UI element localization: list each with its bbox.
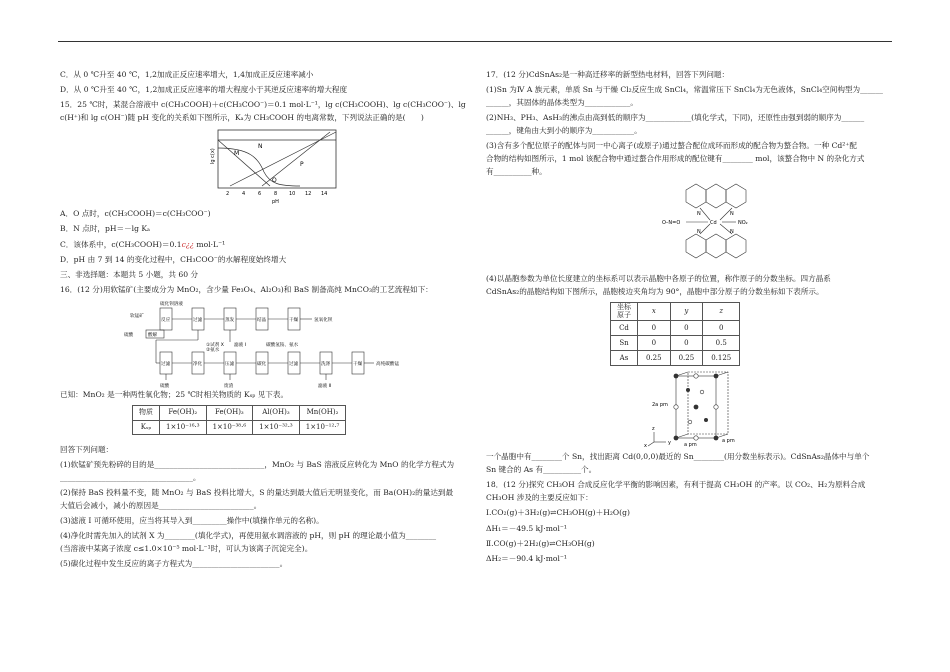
xtick-8: 8	[274, 191, 278, 198]
enthalpy-2: ΔH₂＝－90.4 kJ·mol⁻¹	[486, 553, 567, 563]
q15-ylabel: lg c(x)	[210, 148, 216, 165]
flow-out3: 滤液 II	[318, 384, 332, 390]
axis-x: x	[644, 443, 647, 449]
reaction-1: Ⅰ.CO₂(g)＋3H₂(g)⇌CH₃OH(g)＋H₂O(g)	[486, 508, 630, 518]
q17-2a: (2)NH₃、PH₃、AsH₃的沸点由高到低的顺序为____________(填化学式，下同)，还原性由强到弱的顺序为______	[486, 113, 865, 123]
q15-xlabel: pH	[272, 199, 279, 206]
coord-h-z: z	[703, 303, 740, 321]
coord-row-cd	[611, 321, 740, 336]
flow-press: 压滤	[225, 362, 235, 368]
q15-c-symbol: c¿¿	[181, 239, 194, 249]
q17-2b: ______，键角由大到小的顺序为___________。	[486, 126, 642, 136]
flow-purify: 净化	[193, 362, 203, 368]
right-column	[486, 70, 896, 569]
q16-3: (3)滤液 I 可循环使用，应当将其导入到_________操作中(填操作单元的名称)。	[60, 515, 324, 525]
axis-z: z	[652, 426, 655, 433]
xtick-6: 6	[258, 191, 262, 198]
coord-z: 0.125	[703, 351, 740, 366]
ksp-table	[132, 405, 346, 434]
q17-3c: 有__________种。	[486, 166, 547, 176]
coord-y: 0	[670, 336, 703, 351]
flow-evap: 蒸发	[225, 318, 235, 324]
xtick-2: 2	[226, 191, 230, 198]
q15-option-b: B．N 点时，pH＝－lg Kₐ	[60, 224, 150, 234]
cd-ligand-no2: NO₂	[738, 220, 748, 227]
q14-option-d: D．从 0 ℃升至 40 ℃，1,2加成正反应速率的增大程度小于其逆反应速率的增大程度	[60, 85, 348, 95]
cd-n-atom-4: N	[730, 229, 734, 236]
flow-prod2: 高纯碳酸锰	[376, 362, 399, 368]
cd-complex-structure	[656, 182, 766, 268]
ksp-h0: 物质	[133, 406, 160, 420]
point-n: N	[258, 143, 263, 151]
flow-wash: 洗涤	[321, 362, 331, 368]
cd-n-atom-1: N	[697, 211, 701, 218]
q15-stem-2: c(H⁺)和 lg c(OH⁻)随 pH 变化的关系如下图所示，Kₐ为 CH₃COOH 的电离常数，下列说法正确的是( )	[60, 113, 424, 123]
q15-option-c	[60, 240, 470, 250]
top-rule	[58, 41, 892, 42]
reaction-2: Ⅱ.CO(g)＋2H₂(g)⇌CH₃OH(g)	[486, 538, 595, 548]
cd-ligand-ono: O–N=O	[662, 220, 681, 227]
cd-n-atom-2: N	[730, 211, 734, 218]
flow-out2: 废渣	[224, 384, 234, 390]
q15-option-a: A．O 点时，c(CH₃COOH)＝c(CH₃COO⁻)	[60, 209, 211, 219]
q16-2a: (2)保持 BaS 投料量不变，随 MnO₂ 与 BaS 投料比增大，S 的量达到最大值后无明显变化，而 Ba(OH)₂的量达到最	[60, 487, 454, 497]
ksp-header-row	[133, 406, 346, 420]
flow-filtrate1: 滤液 I	[234, 343, 247, 349]
axis-y: y	[668, 440, 671, 447]
answer-intro: 回答下列问题：	[60, 444, 114, 454]
q17-1a: (1)Sn 为Ⅳ A 族元素，单质 Sn 与干燥 Cl₂反应生成 SnCl₄，常温常压下 SnCl₄为无色液体，SnCl₄空间构型为______	[486, 85, 883, 95]
ksp-h1: Fe(OH)₂	[160, 406, 207, 420]
flow-add1: ①试剂 X	[206, 343, 224, 349]
coord-atom: Cd	[611, 321, 638, 336]
coord-z: 0.5	[703, 336, 740, 351]
q17-4a: (4)以晶胞参数为单位长度建立的坐标系可以表示晶胞中各原子的位置，称作原子的分数坐标。四方晶系	[486, 274, 831, 284]
coord-corner-bottom: 原子	[617, 310, 631, 319]
q15-c-text: C．该体系中，c(CH₃COOH)＝0.1	[60, 239, 182, 249]
flow-carbon: 碳化	[257, 362, 267, 368]
ksp-h3: Al(OH)₃	[253, 406, 300, 420]
cd-n-atom-3: N	[697, 229, 701, 236]
enthalpy-1: ΔH₁＝－49.5 kJ·mol⁻¹	[486, 523, 567, 533]
flow-in3: 硫酸	[124, 333, 134, 339]
ksp-v3: 1×10⁻³²·³	[253, 420, 300, 434]
q16-flowchart	[116, 300, 416, 390]
coord-atom: Sn	[611, 336, 638, 351]
q15-option-d: D．pH 由 7 到 14 的变化过程中，CH₃COO⁻的水解程度始终增大	[60, 254, 287, 264]
q16-stem: 16．(12 分)用软锰矿(主要成分为 MnO₂，含少量 Fe₃O₄、Al₂O₃)和 BaS 制备高纯 MnCO₃的工艺流程如下：	[60, 285, 433, 295]
q16-4a: (4)净化时需先加入的试剂 X 为________(填化学式)，再使用氨水调溶液的 pH，则 pH 的理论最小值为________	[60, 530, 437, 540]
q14-option-c: C．从 0 ℃升至 40 ℃，1,2加成正反应速率增大，1,4加成正反应速率减小	[60, 70, 314, 79]
section-3-title: 三、非选择题：本题共 5 小题，共 60 分	[60, 269, 199, 279]
q17-3b: 合物的结构如图所示，1 mol 该配合物中通过螯合作用形成的配位键有________ mol，该螯合物中 N 的杂化方式	[486, 154, 865, 164]
flow-filter3: 过滤	[289, 362, 299, 368]
coord-header-row	[611, 303, 740, 321]
coord-h-y: y	[670, 303, 703, 321]
point-o: O	[272, 177, 277, 185]
q15-graph	[200, 128, 340, 206]
coord-x: 0.25	[638, 351, 671, 366]
q18-b: CH₃OH 涉及的主要反应如下：	[486, 493, 593, 503]
flow-dry1: 干燥	[289, 318, 299, 324]
point-p: P	[300, 161, 304, 169]
left-column	[60, 70, 470, 574]
flow-crys: 结晶	[257, 318, 267, 324]
cdsnas2-unit-cell	[636, 370, 766, 448]
q16-1b: ___________________________________。	[60, 472, 201, 482]
ksp-v0: Kₛₚ	[133, 420, 160, 434]
q17-head: 17．(12 分)CdSnAs₂是一种高迁移率的新型热电材料，回答下列问题：	[486, 70, 730, 79]
q15-stem-1: 15．25 ℃时，某混合溶液中 c(CH₃COOH)＋c(CH₃COO⁻)＝0.1 mol·L⁻¹，lg c(CH₃COOH)、lg c(CH₃COO⁻)、lg	[60, 100, 466, 110]
coord-atom: As	[611, 351, 638, 366]
ksp-h4: Mn(OH)₂	[299, 406, 346, 420]
q18-a: 18．(12 分)探究 CH₃OH 合成反应化学平衡的影响因素，有利于提高 CH₃OH 的产率。以 CO₂、H₂为原料合成	[486, 480, 866, 490]
xtick-14: 14	[321, 191, 328, 198]
flow-add3: 碳酸氢铵、氨水	[266, 343, 299, 349]
ksp-v4: 1×10⁻¹²·⁷	[299, 420, 346, 434]
coord-y: 0.25	[670, 351, 703, 366]
coord-corner	[611, 303, 638, 321]
fractional-coord-table	[610, 302, 740, 366]
coord-row-as	[611, 351, 740, 366]
ksp-value-row	[133, 420, 346, 434]
flow-prod1: 氢氧化钡	[314, 318, 333, 324]
flow-dry2: 干燥	[353, 362, 363, 368]
coord-h-x: x	[638, 303, 671, 321]
coord-z: 0	[703, 321, 740, 336]
flow-add2: ②氨水	[206, 348, 220, 354]
flow-out1: 硫酸	[160, 384, 170, 390]
ksp-v1: 1×10⁻¹⁶·³	[160, 420, 207, 434]
q16-1a: (1)软锰矿预先粉碎的目的是_____________________________，MnO₂ 与 BaS 溶液反应转化为 MnO 的化学方程式为	[60, 459, 455, 469]
xtick-12: 12	[305, 191, 312, 198]
cell-c-label: 2a pm	[652, 402, 668, 409]
cd-center-label: Cd	[710, 220, 717, 227]
q16-2b: 大值后会减小，减小的原因是_________________________。	[60, 500, 262, 510]
q17-5b: Sn 键合的 As 有__________个。	[486, 465, 597, 475]
flow-filter1: 过滤	[193, 318, 203, 324]
cell-a-label-2: a pm	[722, 438, 735, 445]
q15-c-unit: mol·L⁻¹	[196, 239, 226, 249]
flow-in2: 硫化钡溶液	[160, 302, 183, 308]
flow-acid: 酸解	[148, 333, 158, 339]
q17-4b: CdSnAs₂的晶胞结构如下图所示，晶胞棱边夹角均为 90°，晶胞中部分原子的分数坐标如下表所示。	[486, 286, 824, 296]
point-m: M	[234, 150, 240, 158]
q17-1b: ______，其固体的晶体类型为____________。	[486, 98, 638, 108]
ksp-h2: Fe(OH)₃	[206, 406, 253, 420]
ksp-v2: 1×10⁻³⁸·⁶	[206, 420, 253, 434]
q17-5a: 一个晶胞中有________个 Sn，找出距离 Cd(0,0,0)最近的 Sn________(用分数坐标表示)。CdSnAs₂晶体中与单个	[486, 452, 870, 462]
q17-3a: (3)含有多个配位原子的配体与同一中心离子(或原子)通过螯合配位成环而形成的配合物为螯合物。一种 Cd²⁺配	[486, 141, 857, 151]
coord-corner-top: 坐标	[617, 303, 631, 312]
flow-filter2: 过滤	[161, 362, 171, 368]
flow-in1: 软锰矿	[130, 314, 144, 320]
xtick-10: 10	[289, 191, 296, 198]
q16-5: (5)碳化过程中发生反应的离子方程式为_______________________。	[60, 558, 288, 568]
coord-y: 0	[670, 321, 703, 336]
q16-4b: (当溶液中某离子浓度 c≤1.0×10⁻⁵ mol·L⁻¹时，可认为该离子沉淀完全)。	[60, 543, 313, 553]
xtick-4: 4	[242, 191, 246, 198]
flow-react: 反应	[161, 318, 171, 324]
coord-row-sn	[611, 336, 740, 351]
coord-x: 0	[638, 321, 671, 336]
coord-x: 0	[638, 336, 671, 351]
q16-known: 已知：MnO₂ 是一种两性氧化物；25 ℃时相关物质的 Kₛₚ 见下表。	[60, 390, 289, 400]
cell-a-label-1: a pm	[684, 442, 697, 449]
